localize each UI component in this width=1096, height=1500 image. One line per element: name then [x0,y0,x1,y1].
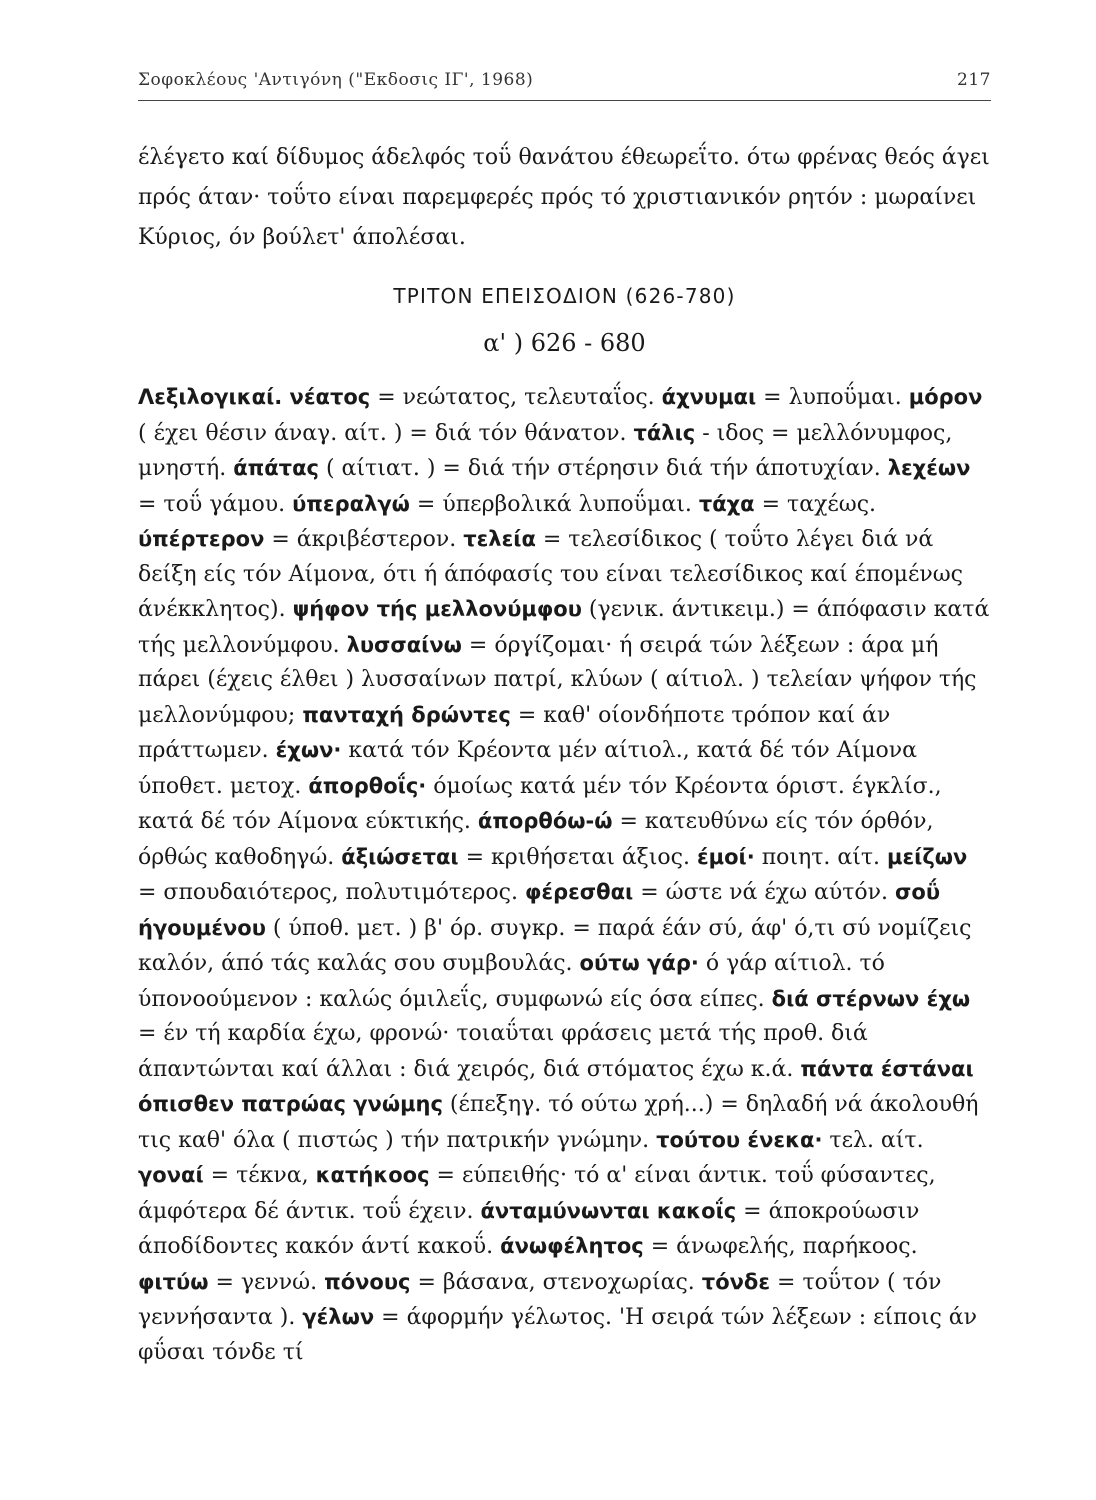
definition: ( αίτιατ. ) = διά τήν στέρησιν διά τήν άποτυχίαν. [318,456,888,481]
definition: = άνωφελής, παρήκοος. [643,1234,918,1259]
definition: = τέκνα, [203,1163,316,1188]
page-body [138,138,991,1370]
definition: = κριθήσεται άξιος. [458,844,697,870]
section-subtitle: α' ) 626 - 680 [483,329,646,357]
lemma: γοναί [138,1163,204,1187]
definition: (γενικ. άντικειμ.) = άπόφασιν κατά τής μελλονύμφου. [138,597,990,658]
lemma: πανταχή δρώντες [302,702,511,727]
lemma: τελεία [463,527,536,551]
definition: = άποκρούωσιν άποδίδοντες κακόν άντί κακοΰ. [138,1198,920,1259]
definition: = σπουδαιότερος, πολυτιμότερος. [138,880,525,905]
lemma: σοΰ ήγουμένου [138,880,941,940]
lemma: άχνυμαι [661,385,757,409]
lemma: μείζων [887,844,968,869]
definition: = τοΰτον ( τόν γεννήσαντα ). [138,1269,942,1330]
quoted-phrase: ότω φρένας θεός άγει πρός άταν· [138,145,990,210]
lemma: ύπεραλγώ [292,491,410,516]
definition: (έπεξηγ. τό ούτω χρή...) = δηλαδή νά άκολουθή τις καθ' όλα ( πιστώς ) τήν πατρικήν γνώμην. [138,1092,979,1153]
lemma: τόνδε [701,1269,771,1294]
lemma: τάλις [633,420,696,445]
definition: = λυποΰμαι. [756,385,909,410]
lemma: πάντα έστάναι όπισθεν πατρώας γνώμης [138,1056,974,1116]
running-title: Σοφοκλέους 'Αντιγόνη ("Εκδοσις ΙΓ', 1968) [138,70,534,90]
lemma: λυσσαίνω [346,632,462,657]
definition: = άφορμήν γέλωτος. 'Η σειρά τών λέξεων : είποις άν φΰσαι τόνδε τί [138,1305,978,1365]
lemma: έμοί· [696,844,755,869]
lemma: άπάτας [233,456,319,480]
running-head [138,70,991,90]
lemma: άπορθοΐς· [308,773,427,798]
definition: ποιητ. αίτ. [754,844,888,870]
lemma: φιτύω [138,1269,209,1294]
lemma: διά στέρνων έχω [771,986,971,1011]
header-rule [138,100,991,101]
lemma: ούτω γάρ· [579,951,699,975]
lemma: άπορθόω-ώ [477,809,613,833]
lemma: άξιώσεται [341,844,459,869]
definition: ( ύποθ. μετ. ) β' όρ. συγκρ. = παρά έάν σύ, άφ' ό,τι σύ νομίζεις καλόν, άπό τάς καλάς σου συμβουλάς. [138,915,972,976]
lemma: τούτου ένεκα· [656,1127,823,1152]
definition: = όργίζομαι· ή σειρά τών λέξεων : άρα μή πάρει (έχεις έλθει ) λυσσαίνων πατρί, κλύων ( αίτιολ. ) τελείαν ψήφον τής μελλονύμφου; [138,632,977,728]
page-number: 217 [957,70,991,90]
lemma: έχων· [275,738,342,762]
definition: = άκριβέστερον. [264,527,464,552]
definition: = εύπειθής· τό α' είναι άντικ. τοΰ φύσαντες, άμφότερα δέ άντικ. τοΰ έχειν. [138,1163,936,1224]
definition: κατά τόν Κρέοντα μέν αίτιολ., κατά δέ τόν Αίμονα ύποθετ. μετοχ. [138,738,918,799]
glossary-paragraph [138,380,991,1370]
definition: τελ. αίτ. [822,1127,924,1153]
definition: = ταχέως. [754,491,877,517]
lemma: λεχέων [887,456,971,480]
definition: ( έχει θέσιν άναγ. αίτ. ) = διά τόν θάνατον. [138,420,634,446]
commentary-text: τοΰτο είναι παρεμφερές πρός τό χριστιανικόν ρητόν : μωραίνει Κύριος, όν βούλετ' άπολέσαι. [138,185,977,250]
definition: = ύπερβολικά λυποΰμαι. [409,491,699,517]
lemma: κατήκοος [315,1163,430,1187]
lemma: Λεξιλογικαί. νέατος [138,385,371,409]
intro-paragraph [138,138,991,258]
definition: = καθ' οίονδήποτε τρόπον καί άν πράττωμεν. [138,702,891,763]
lemma: γέλων [302,1305,375,1329]
lemma: άνωφέλητος [500,1234,644,1258]
lemma: ψήφον τής μελλονύμφου [292,597,582,621]
lemma: πόνους [324,1269,411,1294]
definition: - ιδος = μελλόνυμφος, μνηστή. [138,420,953,481]
commentary-text: έλέγετο καί δίδυμος άδελφός τοΰ θανάτου έθεωρεΐτο. [138,145,747,170]
definition: = έν τή καρδία έχω, φρονώ· τοιαΰται φράσεις μετά τής προθ. διά άπαντώνται καί άλλαι : διά χειρός, διά στόματος έχω κ.ά. [138,1021,868,1082]
definition: όμοίως κατά μέν τόν Κρέοντα όριστ. έγκλίσ., κατά δέ τόν Αίμονα εύκτικής. [138,773,942,834]
definition: = τοΰ γάμου. [138,491,293,517]
definition: = νεώτατος, τελευταΐος. [370,385,662,410]
section-title: ΤΡΙΤΟΝ ΕΠΕΙΣΟΔΙΟΝ (626-780) [393,284,736,308]
definition: ό γάρ αίτιολ. τό ύπονοούμενον : καλώς όμιλεΐς, συμφωνώ είς όσα είπες. [138,951,885,1012]
definition: = τελεσίδικος ( τοΰτο λέγει διά νά δείξη είς τόν Αίμονα, ότι ή άπόφασίς του είναι τελεσίδικος καί έπομένως άνέκκλητος). [138,527,963,622]
lemma: ύπέρτερον [138,527,265,551]
definition: = ώστε νά έχω αύτόν. [633,880,896,905]
definition: = γεννώ. [208,1269,325,1295]
definition: = βάσανα, στενοχωρίας. [410,1269,702,1295]
definition: = κατευθύνω είς τόν όρθόν, όρθώς καθοδηγώ. [138,809,934,870]
lemma: μόρον [908,385,983,409]
lemma: φέρεσθαι [524,880,634,904]
lemma: άνταμύνωνται κακοΐς [480,1198,737,1223]
lemma: τάχα [698,491,755,516]
